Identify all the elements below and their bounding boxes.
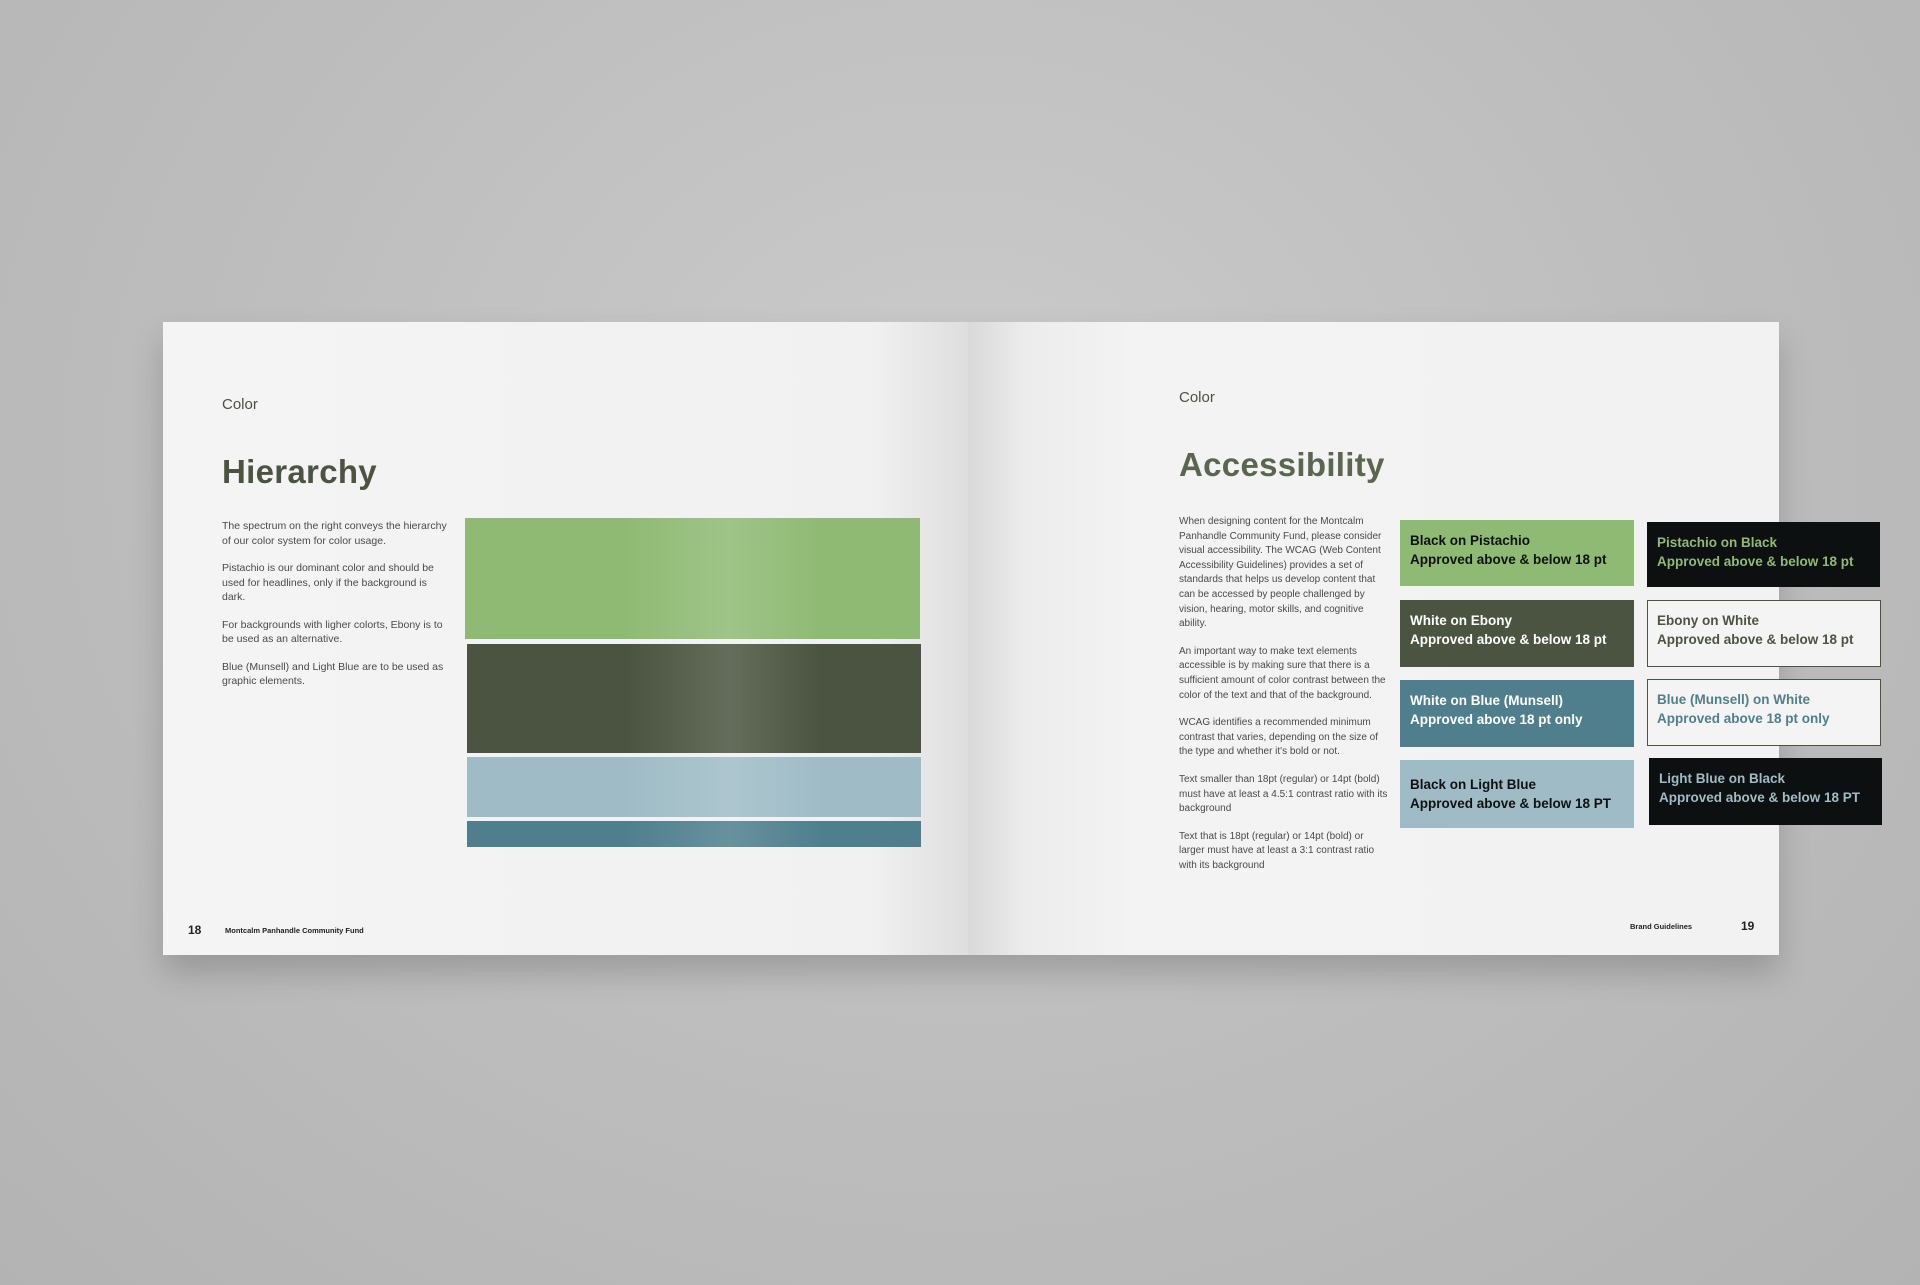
paragraph: When designing content for the Montcalm Panhandle Community Fund, please consider visual accessibility. The WCAG (Web Content Accessibility Guidelines) provides a set of standards that helps us develop content that can be accessed by people challenged by vision, hearing, motor skills, and cognitive ability. xyxy=(1179,516,1382,630)
paragraph: Pistachio is our dominant color and should be used for headlines, only if the background is dark. xyxy=(222,562,434,603)
swatch-pistachio-on-black xyxy=(1647,522,1880,587)
paragraph: Text smaller than 18pt (regular) or 14pt (bold) must have at least a 4.5:1 contrast ratio with its background xyxy=(1179,773,1388,815)
paragraph: Blue (Munsell) and Light Blue are to be used as graphic elements. xyxy=(222,660,444,687)
page-title: Accessibility xyxy=(1179,446,1385,483)
footer-text: Brand Guidelines xyxy=(1630,922,1693,931)
swatch-title: Pistachio on Black xyxy=(1657,535,1778,550)
swatch-light-blue-on-black xyxy=(1649,758,1882,825)
paragraph: For backgrounds with ligher colorts, Ebony is to be used as an alternative. xyxy=(222,618,443,645)
swatch-black-on-pistachio xyxy=(1400,520,1634,586)
swatch-title: Blue (Munsell) on White xyxy=(1657,692,1810,707)
swatch-note: Approved above & below 18 PT xyxy=(1410,796,1612,811)
page-number: 19 xyxy=(1741,919,1755,933)
body-text xyxy=(222,519,452,702)
swatch-note: Approved above & below 18 PT xyxy=(1659,790,1861,805)
swatch-white-on-ebony xyxy=(1400,600,1634,667)
swatch-ebony-on-white xyxy=(1647,600,1881,667)
spectrum-bar-light-blue xyxy=(467,757,921,817)
spectrum-bar-ebony xyxy=(467,644,921,753)
paragraph: The spectrum on the right conveys the hierarchy of our color system for color usage. xyxy=(222,520,447,547)
spectrum-bar-blue-munsell xyxy=(467,821,921,847)
swatch-note: Approved above & below 18 pt xyxy=(1657,554,1854,569)
swatch-note: Approved above & below 18 pt xyxy=(1410,632,1607,647)
swatch-title: White on Ebony xyxy=(1410,613,1512,628)
paragraph: An important way to make text elements accessible is by making sure that there is a sufficient amount of color contrast between the color of the text and that of the background. xyxy=(1179,645,1386,701)
swatch-black-on-light-blue xyxy=(1400,760,1634,828)
paragraph: Text that is 18pt (regular) or 14pt (bold) or larger must have at least a 3:1 contrast ratio with its background xyxy=(1179,830,1375,871)
brochure-spread xyxy=(163,322,1861,955)
left-page xyxy=(163,322,968,955)
footer-text: Montcalm Panhandle Community Fund xyxy=(225,926,364,935)
spectrum-bar-pistachio xyxy=(465,518,920,639)
swatch-title: Black on Pistachio xyxy=(1410,533,1531,548)
swatch-note: Approved above 18 pt only xyxy=(1410,712,1583,727)
page-number: 18 xyxy=(188,923,202,937)
page-title: Hierarchy xyxy=(222,453,377,490)
swatch-title: Ebony on White xyxy=(1657,613,1759,628)
swatch-note: Approved above 18 pt only xyxy=(1657,711,1830,726)
swatch-blue-munsell-on-white xyxy=(1647,679,1881,746)
right-page xyxy=(968,322,1861,955)
body-text xyxy=(1179,515,1391,886)
section-label: Color xyxy=(1179,389,1215,406)
swatch-note: Approved above & below 18 pt xyxy=(1657,632,1854,647)
swatch-title: White on Blue (Munsell) xyxy=(1410,693,1563,708)
swatch-title: Light Blue on Black xyxy=(1659,771,1786,786)
section-label: Color xyxy=(222,396,258,413)
swatch-title: Black on Light Blue xyxy=(1410,777,1537,792)
swatch-white-on-blue-munsell xyxy=(1400,680,1634,747)
swatch-note: Approved above & below 18 pt xyxy=(1410,552,1607,567)
paragraph: WCAG identifies a recommended minimum contrast that varies, depending on the size of the type and whether it's bold or not. xyxy=(1179,717,1379,758)
